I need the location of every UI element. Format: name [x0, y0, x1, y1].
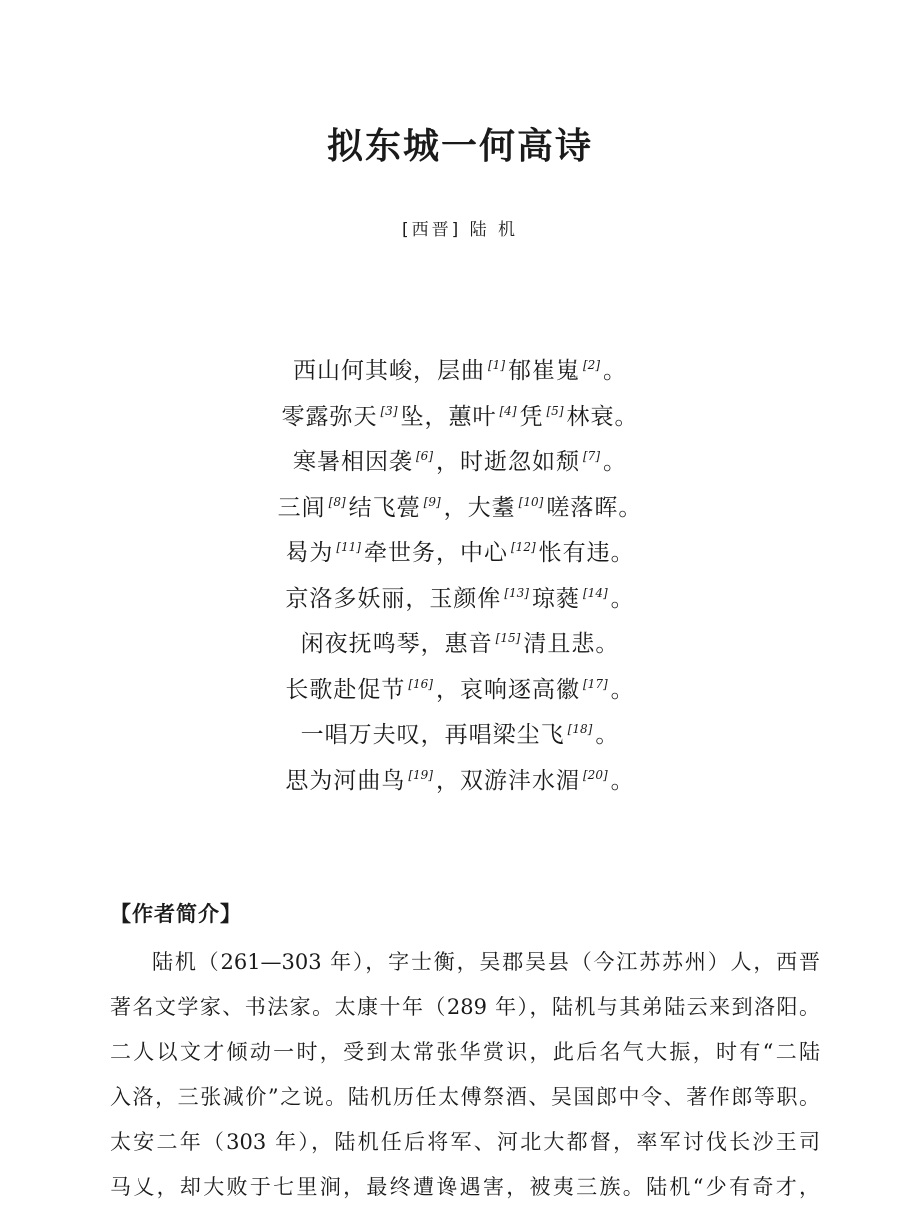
footnote-marker: [9]: [423, 494, 441, 509]
footnote-marker: [10]: [518, 494, 544, 509]
poem-line: [0, 662, 920, 708]
verse-text: 曷为: [285, 540, 334, 566]
poem-title: 拟东城一何高诗: [326, 126, 593, 167]
poem-line: [0, 707, 920, 753]
poem-line: [0, 616, 920, 662]
footnote-marker: [13]: [504, 585, 529, 600]
verse-text: ，时逝忽如颓: [436, 449, 580, 475]
poem-line: [0, 389, 920, 435]
footnote-marker: [1]: [488, 358, 505, 372]
footnote-marker: [8]: [328, 494, 346, 509]
verse-text: 。: [610, 767, 635, 794]
author-bio: [110, 940, 820, 1210]
verse-text: 。: [595, 722, 620, 748]
bio-line: 入洛，三张减价”之说。陆机历任太傅祭酒、吴国郎中令、著作郎等职。: [110, 1085, 820, 1109]
poem-line: [0, 343, 920, 389]
poem-line: [0, 571, 920, 617]
bio-line: 太安二年（303 年），陆机任后将军、河北大都督，率军讨伐长沙王司: [110, 1130, 820, 1154]
verse-text: 琼蕤: [532, 585, 580, 612]
footnote-marker: [12]: [511, 540, 536, 554]
verse-text: ，大耋: [443, 494, 516, 521]
footnote-marker: [5]: [546, 403, 564, 418]
verse-text: 清且悲。: [523, 631, 620, 657]
footnote-marker: [2]: [583, 358, 600, 372]
bio-line: 马乂，却大败于七里涧，最终遭谗遇害，被夷三族。陆机“少有奇才，: [110, 1175, 820, 1199]
verse-text: 长歌赴促节: [285, 676, 406, 703]
verse-text: 嗟落晖。: [546, 494, 643, 521]
footnote-marker: [6]: [416, 449, 433, 463]
footnote-marker: [11]: [336, 540, 361, 554]
verse-text: 牵世务，中心: [364, 540, 508, 566]
footnote-marker: [4]: [499, 403, 517, 418]
footnote-marker: [18]: [567, 722, 593, 736]
verse-text: 。: [603, 358, 627, 384]
verse-text: 三闾: [277, 494, 326, 521]
verse-text: 。: [610, 585, 635, 612]
section-heading-author-intro: 【作者简介】: [110, 902, 242, 926]
verse-text: 林衰。: [566, 403, 639, 430]
poem-line: [0, 480, 920, 526]
verse-text: 京洛多妖丽，玉颜侔: [285, 585, 502, 612]
verse-text: 凭: [519, 403, 544, 430]
verse-text: 零露弥天: [281, 403, 378, 430]
verse-text: 。: [610, 676, 635, 703]
footnote-marker: [20]: [583, 767, 608, 782]
footnote-marker: [14]: [583, 585, 608, 600]
footnote-marker: [19]: [408, 767, 433, 782]
verse-text: 思为河曲鸟: [285, 767, 406, 794]
poem-line: [0, 525, 920, 571]
verse-text: 结飞甍: [348, 494, 421, 521]
bio-line: 陆机（261—303 年），字士衡，吴郡吴县（今江苏苏州）人，西晋: [152, 950, 820, 974]
poem-author: [西晋] 陆 机: [401, 220, 519, 240]
verse-text: ，双游沣水湄: [436, 767, 580, 794]
footnote-marker: [16]: [408, 676, 433, 691]
verse-text: 西山何其峻，层曲: [293, 358, 485, 384]
verse-text: 郁崔嵬: [508, 358, 580, 384]
verse-text: 闲夜抚鸣琴，惠音: [300, 631, 493, 657]
verse-text: 怅有违。: [538, 540, 635, 566]
verse-text: 寒暑相因袭: [293, 449, 413, 475]
poem-line: [0, 753, 920, 799]
verse-text: 。: [603, 449, 627, 475]
footnote-marker: [7]: [583, 449, 600, 463]
footnote-marker: [15]: [495, 631, 521, 645]
verse-text: ，哀响逐高徽: [436, 676, 580, 703]
poem-line: [0, 434, 920, 480]
verse-text: 一唱万夫叹，再唱梁尘飞: [300, 722, 565, 748]
footnote-marker: [17]: [583, 676, 608, 691]
bio-line: 著名文学家、书法家。太康十年（289 年），陆机与其弟陆云来到洛阳。: [110, 995, 820, 1019]
footnote-marker: [3]: [380, 403, 398, 418]
poem-body: [0, 343, 920, 798]
verse-text: 坠，蕙叶: [400, 403, 497, 430]
bio-line: 二人以文才倾动一时，受到太常张华赏识，此后名气大振，时有“二陆: [110, 1040, 820, 1064]
